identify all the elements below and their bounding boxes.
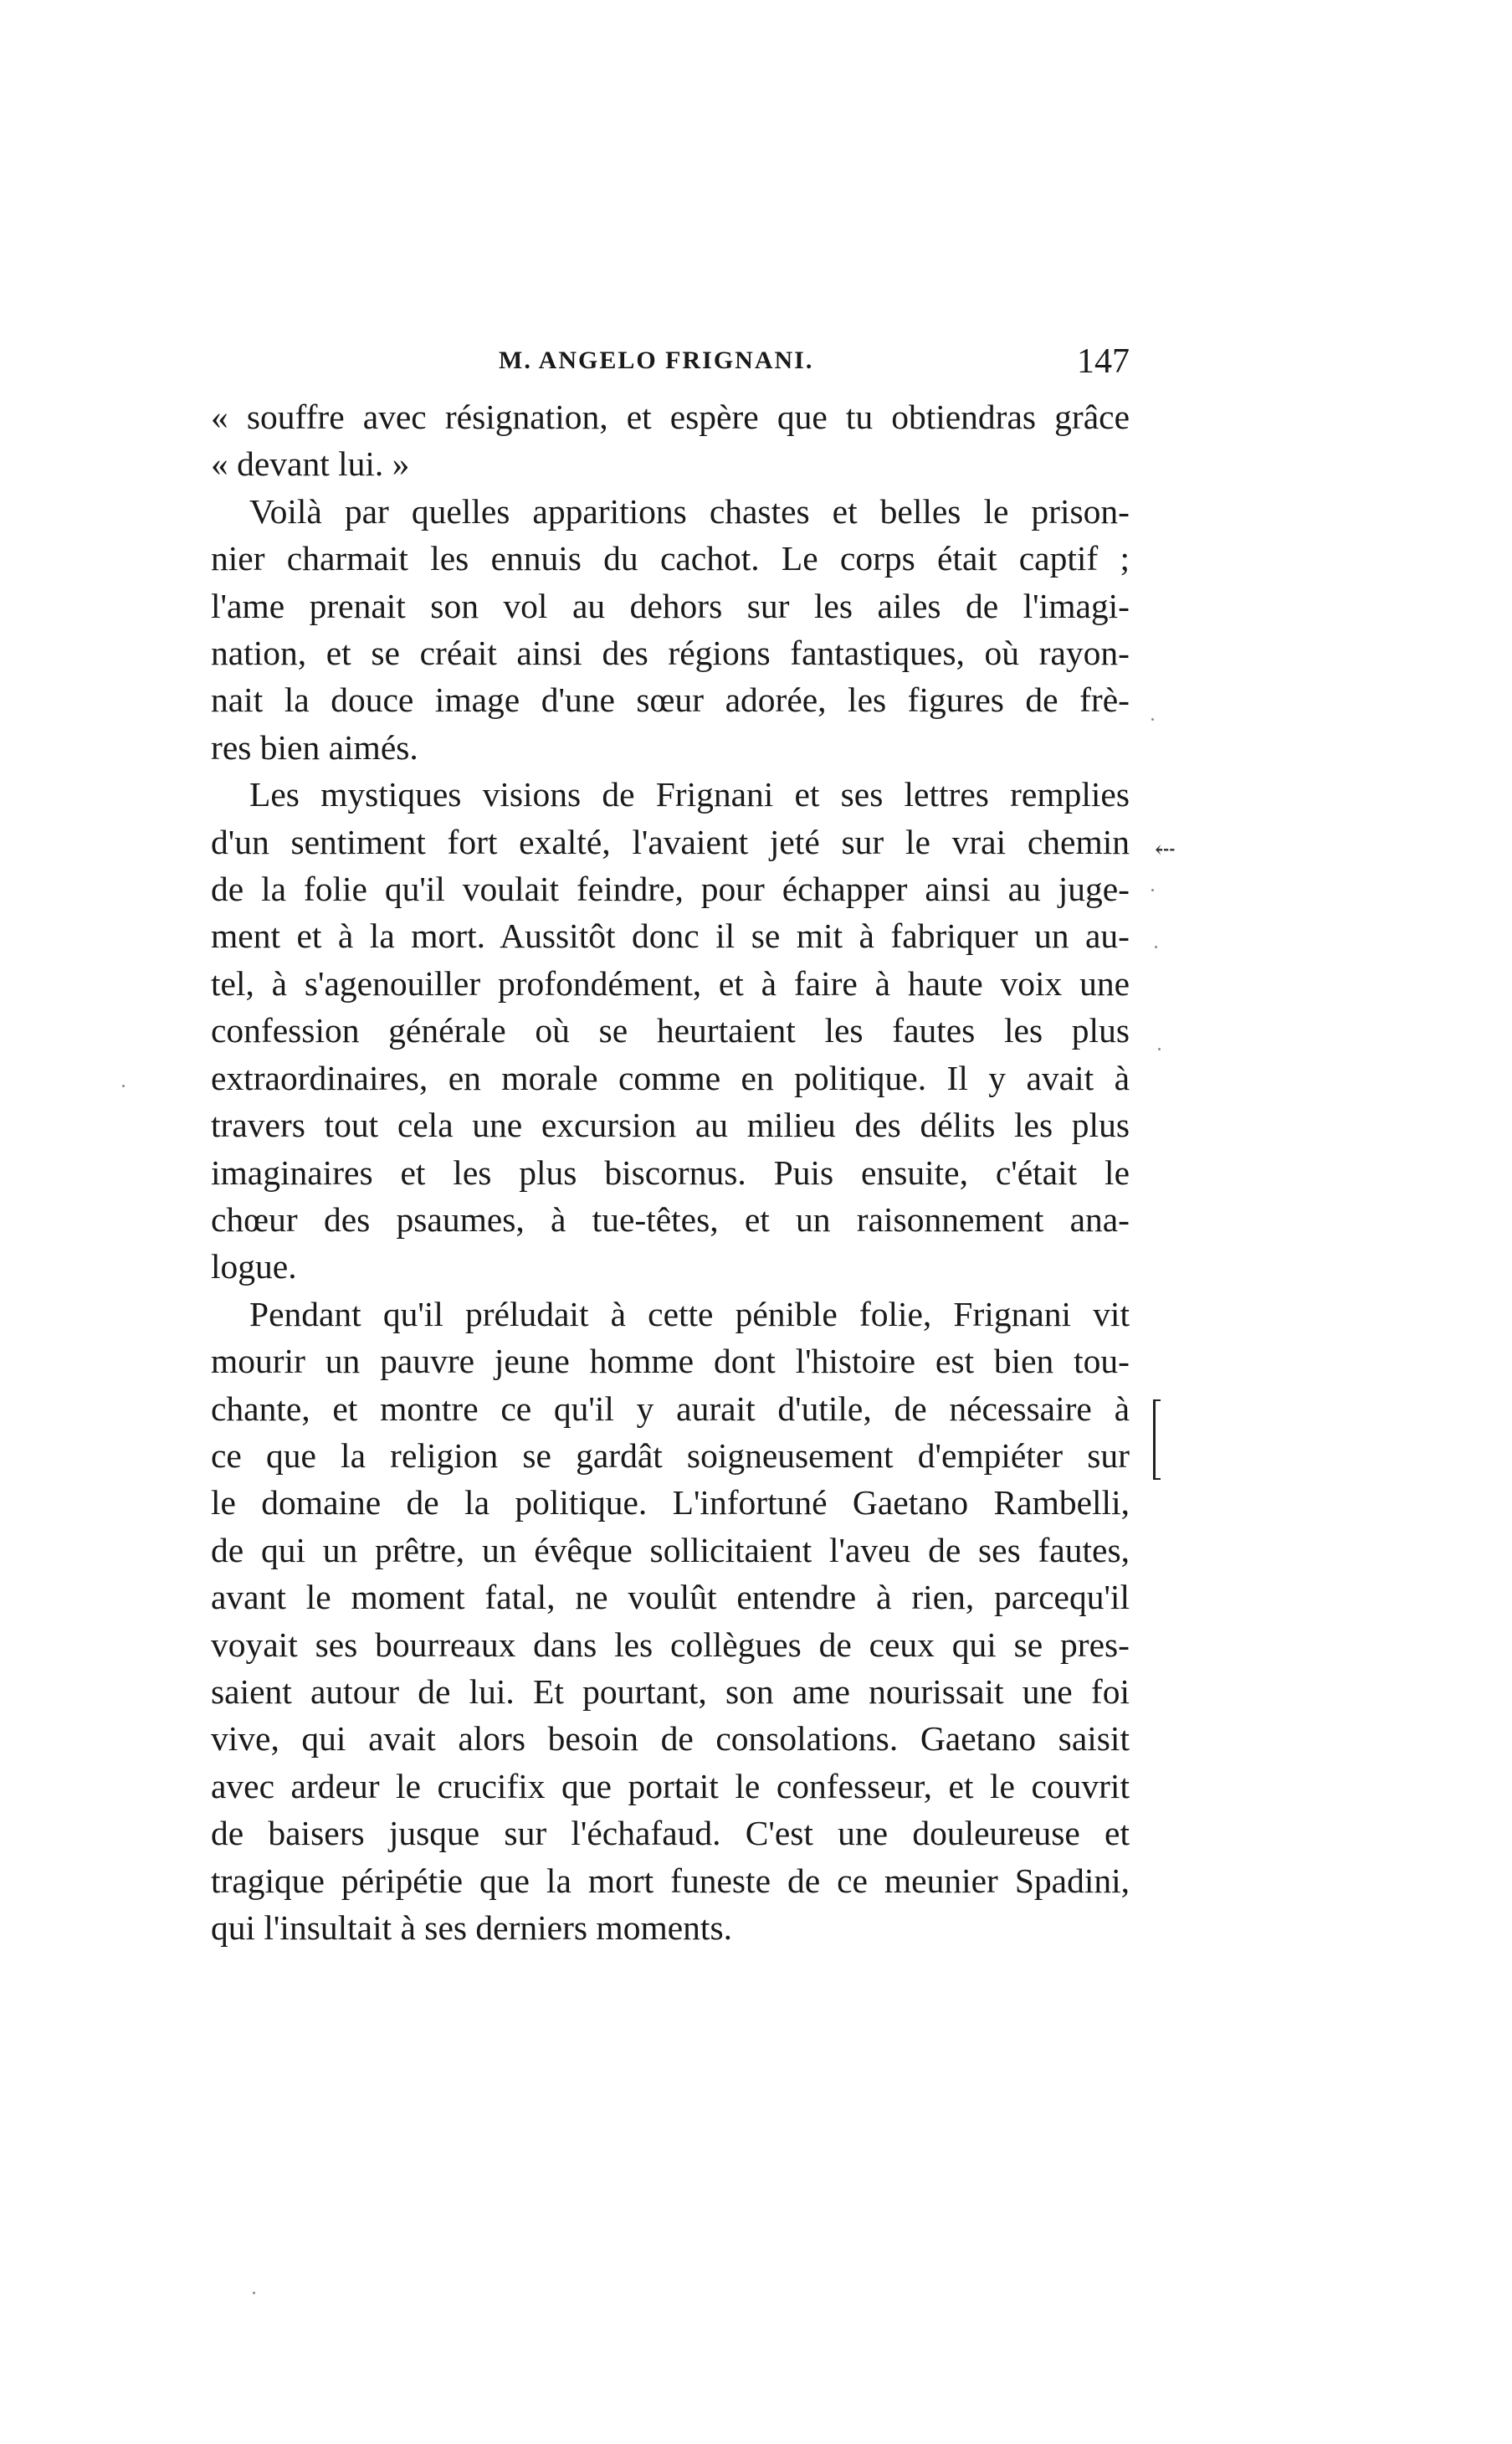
paper-speck [1155, 946, 1157, 948]
text-line: tragique péripétie que la mort funeste de ce meunier Spadini, [211, 1861, 1130, 1900]
paragraph [211, 1291, 1130, 1952]
text-line: chœur des psaumes, à tue-têtes, et un raisonnement ana- [211, 1199, 1130, 1239]
text-line: chante, et montre ce qu'il y aurait d'utile, de nécessaire à [211, 1389, 1130, 1428]
text-line: Pendant qu'il préludait à cette pénible folie, Frignani vit [249, 1294, 1130, 1333]
text-line: Voilà par quelles apparitions chastes et belles le prison- [249, 491, 1130, 531]
text-line: d'un sentiment fort exalté, l'avaient jeté sur le vrai chemin [211, 822, 1130, 861]
text-line: nait la douce image d'une sœur adorée, les figures de frè- [211, 680, 1130, 720]
text-line: mourir un pauvre jeune homme dont l'histoire est bien tou- [211, 1342, 1130, 1381]
text-line: travers tout cela une excursion au milieu des délits les plus [211, 1106, 1130, 1145]
paragraph [211, 488, 1130, 771]
text-line: de baisers jusque sur l'échafaud. C'est une douleureuse et [211, 1814, 1130, 1853]
text-line: avant le moment fatal, ne voulût entendre à rien, parcequ'il [211, 1578, 1130, 1617]
text-line: qui l'insultait à ses derniers moments. [211, 1908, 732, 1947]
text-line: tel, à s'agenouiller profondément, et à faire à haute voix une [211, 963, 1130, 1003]
paper-speck [1151, 718, 1154, 721]
running-title: M. ANGELO FRIGNANI. [499, 347, 814, 374]
text-line: extraordinaires, en morale comme en politique. Il y avait à [211, 1058, 1130, 1097]
text-line: Les mystiques visions de Frignani et ses lettres remplies [249, 775, 1130, 814]
paper-speck [1158, 1048, 1161, 1050]
text-line: saient autour de lui. Et pourtant, son ame nourissait une foi [211, 1671, 1130, 1711]
text-line: l'ame prenait son vol au dehors sur les ailes de l'imagi- [211, 586, 1130, 625]
margin-arrow-mark: ⤎ [1155, 836, 1176, 864]
text-line: avec ardeur le crucifix que portait le confesseur, et le couvrit [211, 1766, 1130, 1805]
paragraph [211, 771, 1130, 1290]
text-line: nation, et se créait ainsi des régions fantastiques, où rayon- [211, 634, 1130, 673]
text-line: de la folie qu'il voulait feindre, pour échapper ainsi au juge- [211, 870, 1130, 909]
paper-speck [1151, 889, 1154, 891]
margin-bracket-mark [1153, 1399, 1161, 1480]
text-line: res bien aimés. [211, 727, 418, 767]
text-line: voyait ses bourreaux dans les collègues de ceux qui se pres- [211, 1625, 1130, 1664]
text-line: logue. [211, 1247, 297, 1286]
text-line: ce que la religion se gardât soigneusement d'empiéter sur [211, 1435, 1130, 1475]
page-number: 147 [1077, 342, 1130, 381]
page-header [211, 341, 1130, 392]
text-line: ment et à la mort. Aussitôt donc il se mit à fabriquer un au- [211, 916, 1130, 956]
body-text [211, 393, 1130, 1951]
paragraph [211, 393, 1130, 488]
paper-speck [122, 1085, 125, 1087]
text-line: imaginaires et les plus biscornus. Puis ensuite, c'était le [211, 1153, 1130, 1192]
text-line: nier charmait les ennuis du cachot. Le corps était captif ; [211, 539, 1130, 578]
text-line: le domaine de la politique. L'infortuné Gaetano Rambelli, [211, 1483, 1130, 1522]
text-line: vive, qui avait alors besoin de consolations. Gaetano saisit [211, 1719, 1130, 1759]
text-line: de qui un prêtre, un évêque sollicitaient l'aveu de ses fautes, [211, 1530, 1130, 1569]
text-line: confession générale où se heurtaient les fautes les plus [211, 1011, 1130, 1050]
text-line: « souffre avec résignation, et espère que tu obtiendras grâce [211, 398, 1130, 436]
text-line: « devant lui. » [211, 444, 410, 484]
paper-speck [253, 2292, 255, 2294]
